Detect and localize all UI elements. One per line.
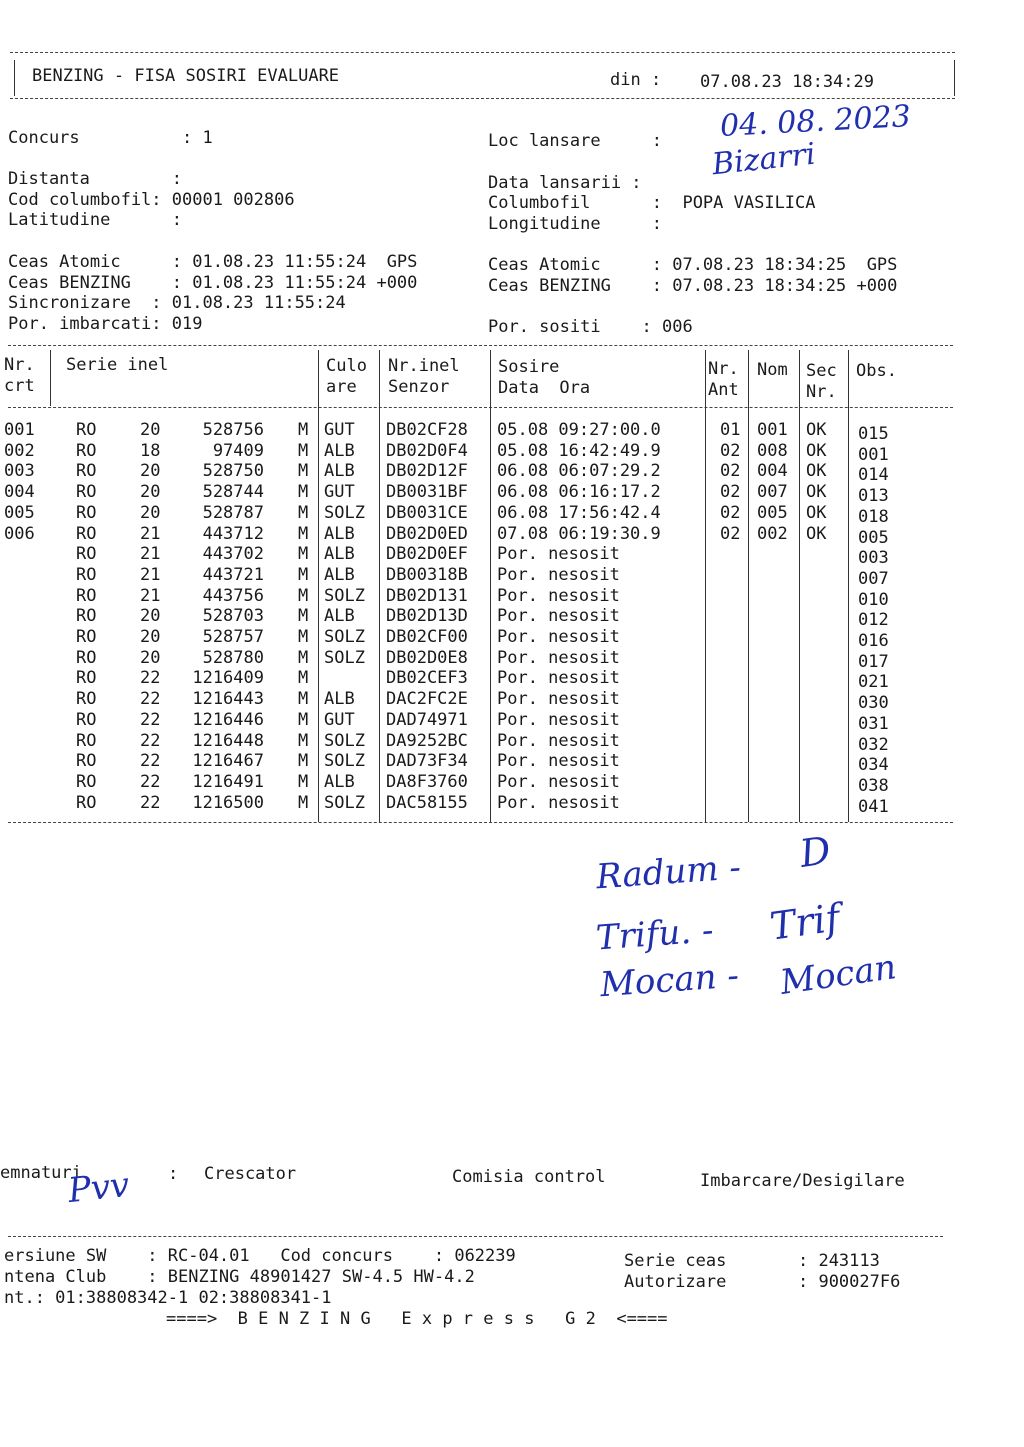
hdr-sec-nr: Nr. <box>806 382 837 402</box>
cell-inel: 1216491 <box>192 771 264 792</box>
cell-tara: RO <box>76 523 97 544</box>
cell-tara: RO <box>76 606 97 627</box>
cell-cul: SOLZ <box>324 627 365 647</box>
col-rule-6 <box>748 350 749 822</box>
cell-obs: 018 <box>858 506 889 527</box>
cell-obs: 017 <box>858 651 889 672</box>
cell-an: 22 <box>140 730 161 751</box>
cell-senzor: DB02D0EF <box>386 544 468 565</box>
cell-sex: M <box>298 420 309 440</box>
cell-tara: RO <box>76 461 97 482</box>
hdr-nrinel: Nr.inel <box>388 356 460 376</box>
handwritten-date: 04. 08. 2023 <box>719 99 912 144</box>
cell-senzor: DB00318B <box>386 564 468 585</box>
cell-an: 20 <box>140 647 161 668</box>
cell-inel: 528744 <box>202 482 264 503</box>
cell-senzor: DB0031CE <box>386 502 468 523</box>
cell-sex: M <box>298 709 309 730</box>
cell-an: 20 <box>140 627 161 647</box>
ceas-atomic-end: Ceas Atomic : 07.08.23 18:34:25 GPS <box>488 255 898 275</box>
cell-ant: 02 <box>720 482 741 503</box>
cell-obs: 021 <box>858 672 889 693</box>
cell-sosire: Por. nesosit <box>497 647 620 668</box>
handwritten-signature-2: Trif <box>767 895 843 949</box>
cell-sex: M <box>298 627 309 647</box>
cell-an: 18 <box>140 440 161 461</box>
din-value: 07.08.23 18:34:29 <box>700 72 874 92</box>
cell-senzor: DB02D131 <box>386 585 468 606</box>
cell-nr: 001 <box>4 420 35 440</box>
cell-sosire: 06.08 06:07:29.2 <box>497 461 661 482</box>
cell-senzor: DB02D13D <box>386 606 468 627</box>
cell-inel: 528703 <box>202 606 264 627</box>
cell-obs: 014 <box>858 465 889 486</box>
cell-sex: M <box>298 502 309 523</box>
cell-cul: SOLZ <box>324 751 365 772</box>
cod-columbofil: Cod columbofil: 00001 002806 <box>8 190 295 210</box>
cell-ant: 02 <box>720 440 741 461</box>
cell-sex: M <box>298 668 309 689</box>
cell-inel: 1216500 <box>192 792 264 813</box>
cell-sosire: Por. nesosit <box>497 544 620 565</box>
footer-versiune: ersiune SW : RC-04.01 Cod concurs : 062239 <box>4 1246 516 1266</box>
hdr-nom: Nom <box>757 360 788 380</box>
cell-inel: 97409 <box>212 440 264 461</box>
cell-sex: M <box>298 647 309 668</box>
cell-cul: SOLZ <box>324 647 365 668</box>
cell-nom: 002 <box>757 523 788 544</box>
footer-brand: ====> B E N Z I N G E x p r e s s G 2 <==== <box>166 1309 668 1329</box>
cell-senzor: DA8F3760 <box>386 771 468 792</box>
handwritten-signature-3: Mocan <box>777 947 899 1003</box>
cell-cul: ALB <box>324 606 355 627</box>
cell-an: 20 <box>140 482 161 503</box>
cell-an: 22 <box>140 709 161 730</box>
hdr-serie: Serie inel <box>66 355 169 375</box>
header-left-border <box>14 60 15 96</box>
cell-senzor: DAD73F34 <box>386 751 468 772</box>
cell-tara: RO <box>76 502 97 523</box>
cell-an: 20 <box>140 502 161 523</box>
cell-cul: ALB <box>324 544 355 565</box>
cell-tara: RO <box>76 647 97 668</box>
table-header-rule <box>8 407 953 408</box>
cell-senzor: DB02CF00 <box>386 627 468 647</box>
cell-sosire: Por. nesosit <box>497 668 620 689</box>
col-rule-2 <box>318 350 319 822</box>
cell-sosire: Por. nesosit <box>497 709 620 730</box>
handwritten-name-2: Trifu. - <box>594 909 726 959</box>
cell-sex: M <box>298 606 309 627</box>
cell-senzor: DAD74971 <box>386 709 468 730</box>
cell-cul: ALB <box>324 771 355 792</box>
cell-an: 22 <box>140 668 161 689</box>
cell-senzor: DB02CEF3 <box>386 668 468 689</box>
cell-sosire: Por. nesosit <box>497 564 620 585</box>
cell-sec: OK <box>806 523 827 544</box>
cell-senzor: DAC2FC2E <box>386 689 468 710</box>
cell-obs: 038 <box>858 775 889 796</box>
cell-tara: RO <box>76 585 97 606</box>
cell-sex: M <box>298 585 309 606</box>
cell-nom: 005 <box>757 502 788 523</box>
cell-tara: RO <box>76 709 97 730</box>
cell-sosire: 07.08 06:19:30.9 <box>497 523 661 544</box>
cell-inel: 443756 <box>202 585 264 606</box>
cell-an: 20 <box>140 420 161 440</box>
cell-inel: 528757 <box>202 627 264 647</box>
cell-obs: 015 <box>858 424 889 444</box>
cell-sex: M <box>298 751 309 772</box>
cell-an: 20 <box>140 461 161 482</box>
cell-nr: 004 <box>4 482 35 503</box>
col-rule-1 <box>50 350 51 406</box>
cell-obs: 013 <box>858 486 889 507</box>
handwritten-name-3: Mocan - <box>598 954 751 1006</box>
cell-sex: M <box>298 730 309 751</box>
cell-sec: OK <box>806 461 827 482</box>
data-lansarii: Data lansarii : <box>488 173 642 193</box>
cell-obs: 003 <box>858 548 889 569</box>
semnaturi-sep: : <box>168 1164 179 1184</box>
cell-sosire: Por. nesosit <box>497 792 620 813</box>
cell-tara: RO <box>76 771 97 792</box>
cell-sex: M <box>298 564 309 585</box>
footer-serie-ceas: Serie ceas : 243113 <box>624 1251 880 1271</box>
cell-nr: 003 <box>4 461 35 482</box>
handwritten-name-1: Radum - <box>594 846 753 898</box>
cell-inel: 528756 <box>202 420 264 440</box>
cell-inel: 1216448 <box>192 730 264 751</box>
cell-cul: SOLZ <box>324 792 365 813</box>
cell-cul: ALB <box>324 440 355 461</box>
cell-sec: OK <box>806 420 827 440</box>
cell-ant: 01 <box>720 420 741 440</box>
cell-senzor: DB02CF28 <box>386 420 468 440</box>
cell-nom: 001 <box>757 420 788 440</box>
cell-an: 22 <box>140 792 161 813</box>
columbofil: Columbofil : POPA VASILICA <box>488 193 816 213</box>
cell-senzor: DAC58155 <box>386 792 468 813</box>
cell-sex: M <box>298 544 309 565</box>
cell-obs: 012 <box>858 610 889 631</box>
cell-sosire: 05.08 16:42:49.9 <box>497 440 661 461</box>
cell-sex: M <box>298 440 309 461</box>
latitudine: Latitudine : <box>8 210 182 230</box>
cell-tara: RO <box>76 420 97 440</box>
cell-sec: OK <box>806 440 827 461</box>
cell-an: 21 <box>140 564 161 585</box>
cell-inel: 528787 <box>202 502 264 523</box>
cell-sosire: Por. nesosit <box>497 771 620 792</box>
table-top-rule <box>8 345 953 346</box>
cell-obs: 010 <box>858 589 889 610</box>
hdr-ant: Ant <box>708 380 739 400</box>
cell-an: 21 <box>140 544 161 565</box>
cell-inel: 443721 <box>202 564 264 585</box>
cell-tara: RO <box>76 482 97 503</box>
cell-an: 22 <box>140 771 161 792</box>
cell-cul: ALB <box>324 523 355 544</box>
cell-tara: RO <box>76 440 97 461</box>
col-rule-3 <box>379 350 380 822</box>
cell-ant: 02 <box>720 502 741 523</box>
hdr-crt: crt <box>4 376 35 396</box>
crescator-signature: Pvv <box>66 1164 132 1212</box>
cell-sec: OK <box>806 502 827 523</box>
cell-cul: GUT <box>324 420 355 440</box>
cell-ant: 02 <box>720 523 741 544</box>
hdr-obs: Obs. <box>856 361 897 381</box>
longitudine: Longitudine : <box>488 214 662 234</box>
cell-sosire: 06.08 06:16:17.2 <box>497 482 661 503</box>
sheet-title: BENZING - FISA SOSIRI EVALUARE <box>32 66 340 86</box>
cell-sosire: 06.08 17:56:42.4 <box>497 502 661 523</box>
col-rule-7 <box>799 350 800 822</box>
crescator-label: Crescator <box>204 1164 297 1184</box>
cell-cul: SOLZ <box>324 730 365 751</box>
cell-nom: 004 <box>757 461 788 482</box>
cell-tara: RO <box>76 627 97 647</box>
cell-sec: OK <box>806 482 827 503</box>
cell-an: 20 <box>140 606 161 627</box>
cell-obs: 007 <box>858 568 889 589</box>
cell-sex: M <box>298 689 309 710</box>
cell-tara: RO <box>76 668 97 689</box>
cell-an: 22 <box>140 751 161 772</box>
footer-autorizare: Autorizare : 900027F6 <box>624 1272 901 1292</box>
cell-cul: SOLZ <box>324 585 365 606</box>
header-top-rule <box>10 52 955 53</box>
cell-senzor: DB02D0F4 <box>386 440 468 461</box>
cell-inel: 1216443 <box>192 689 264 710</box>
cell-obs: 032 <box>858 734 889 755</box>
cell-nr: 006 <box>4 523 35 544</box>
cell-inel: 443712 <box>202 523 264 544</box>
cell-cul: ALB <box>324 461 355 482</box>
ceas-benzing-start: Ceas BENZING : 01.08.23 11:55:24 +000 <box>8 273 418 293</box>
footer-ant: nt.: 01:38808342-1 02:38808341-1 <box>4 1288 332 1308</box>
comisia-control-label: Comisia control <box>452 1167 606 1187</box>
loc-lansare: Loc lansare : <box>488 131 662 151</box>
hdr-culo: Culo <box>326 356 367 376</box>
cell-nom: 008 <box>757 440 788 461</box>
cell-senzor: DB02D12F <box>386 461 468 482</box>
cell-sex: M <box>298 461 309 482</box>
cell-inel: 528750 <box>202 461 264 482</box>
hdr-nr: Nr. <box>4 355 35 375</box>
ceas-atomic-start: Ceas Atomic : 01.08.23 11:55:24 GPS <box>8 252 418 272</box>
hdr-sec: Sec <box>806 361 837 381</box>
cell-sosire: Por. nesosit <box>497 730 620 751</box>
cell-sex: M <box>298 771 309 792</box>
cell-an: 21 <box>140 523 161 544</box>
col-rule-5 <box>705 350 706 822</box>
cell-senzor: DA9252BC <box>386 730 468 751</box>
cell-obs: 001 <box>858 444 889 465</box>
table-bottom-rule <box>8 822 953 823</box>
col-rule-8 <box>848 350 849 822</box>
hdr-sosire: Sosire <box>498 357 560 377</box>
cell-obs: 030 <box>858 693 889 714</box>
din-label: din : <box>610 70 662 90</box>
cell-tara: RO <box>76 689 97 710</box>
handwritten-place: Bizarri <box>710 136 818 183</box>
footer-rule <box>8 1236 943 1237</box>
ceas-benzing-end: Ceas BENZING : 07.08.23 18:34:25 +000 <box>488 276 898 296</box>
cell-tara: RO <box>76 730 97 751</box>
cell-tara: RO <box>76 564 97 585</box>
cell-senzor: DB0031BF <box>386 482 468 503</box>
cell-obs: 041 <box>858 796 889 817</box>
cell-obs: 005 <box>858 527 889 548</box>
imbarcare-label: Imbarcare/Desigilare <box>700 1171 905 1191</box>
cell-obs: 034 <box>858 755 889 776</box>
cell-sosire: Por. nesosit <box>497 627 620 647</box>
hdr-senzor: Senzor <box>388 377 450 397</box>
distanta: Distanta : <box>8 169 182 189</box>
cell-sosire: 05.08 09:27:00.0 <box>497 420 661 440</box>
cell-tara: RO <box>76 544 97 565</box>
cell-obs: 016 <box>858 631 889 651</box>
sincronizare: Sincronizare : 01.08.23 11:55:24 <box>8 293 346 313</box>
cell-inel: 528780 <box>202 647 264 668</box>
cell-sex: M <box>298 792 309 813</box>
cell-sosire: Por. nesosit <box>497 585 620 606</box>
cell-an: 22 <box>140 689 161 710</box>
cell-inel: 1216446 <box>192 709 264 730</box>
cell-sex: M <box>298 482 309 503</box>
cell-senzor: DB02D0ED <box>386 523 468 544</box>
footer-antena: ntena Club : BENZING 48901427 SW-4.5 HW-4.2 <box>4 1267 475 1287</box>
cell-cul: SOLZ <box>324 502 365 523</box>
cell-inel: 443702 <box>202 544 264 565</box>
cell-cul: GUT <box>324 482 355 503</box>
cell-an: 21 <box>140 585 161 606</box>
col-rule-4 <box>490 350 491 822</box>
cell-sosire: Por. nesosit <box>497 689 620 710</box>
header-right-border <box>954 60 955 96</box>
header-bottom-rule <box>10 98 955 99</box>
cell-senzor: DB02D0E8 <box>386 647 468 668</box>
cell-nr: 002 <box>4 440 35 461</box>
cell-sosire: Por. nesosit <box>497 606 620 627</box>
handwritten-signature-1: D <box>797 828 834 876</box>
por-imbarcati: Por. imbarcati: 019 <box>8 314 203 334</box>
cell-tara: RO <box>76 792 97 813</box>
cell-nom: 007 <box>757 482 788 503</box>
semnaturi-label: emnaturi <box>0 1163 82 1183</box>
cell-ant: 02 <box>720 461 741 482</box>
hdr-are: are <box>326 377 357 397</box>
cell-obs: 031 <box>858 713 889 734</box>
cell-cul: ALB <box>324 564 355 585</box>
concurs: Concurs : 1 <box>8 128 213 148</box>
cell-cul: ALB <box>324 689 355 710</box>
por-sositi: Por. sositi : 006 <box>488 317 693 337</box>
cell-sex: M <box>298 523 309 544</box>
cell-inel: 1216467 <box>192 751 264 772</box>
cell-inel: 1216409 <box>192 668 264 689</box>
hdr-data-ora: Data Ora <box>498 378 591 398</box>
cell-tara: RO <box>76 751 97 772</box>
cell-sosire: Por. nesosit <box>497 751 620 772</box>
cell-nr: 005 <box>4 502 35 523</box>
hdr-nr-ant: Nr. <box>708 359 739 379</box>
cell-cul: GUT <box>324 709 355 730</box>
